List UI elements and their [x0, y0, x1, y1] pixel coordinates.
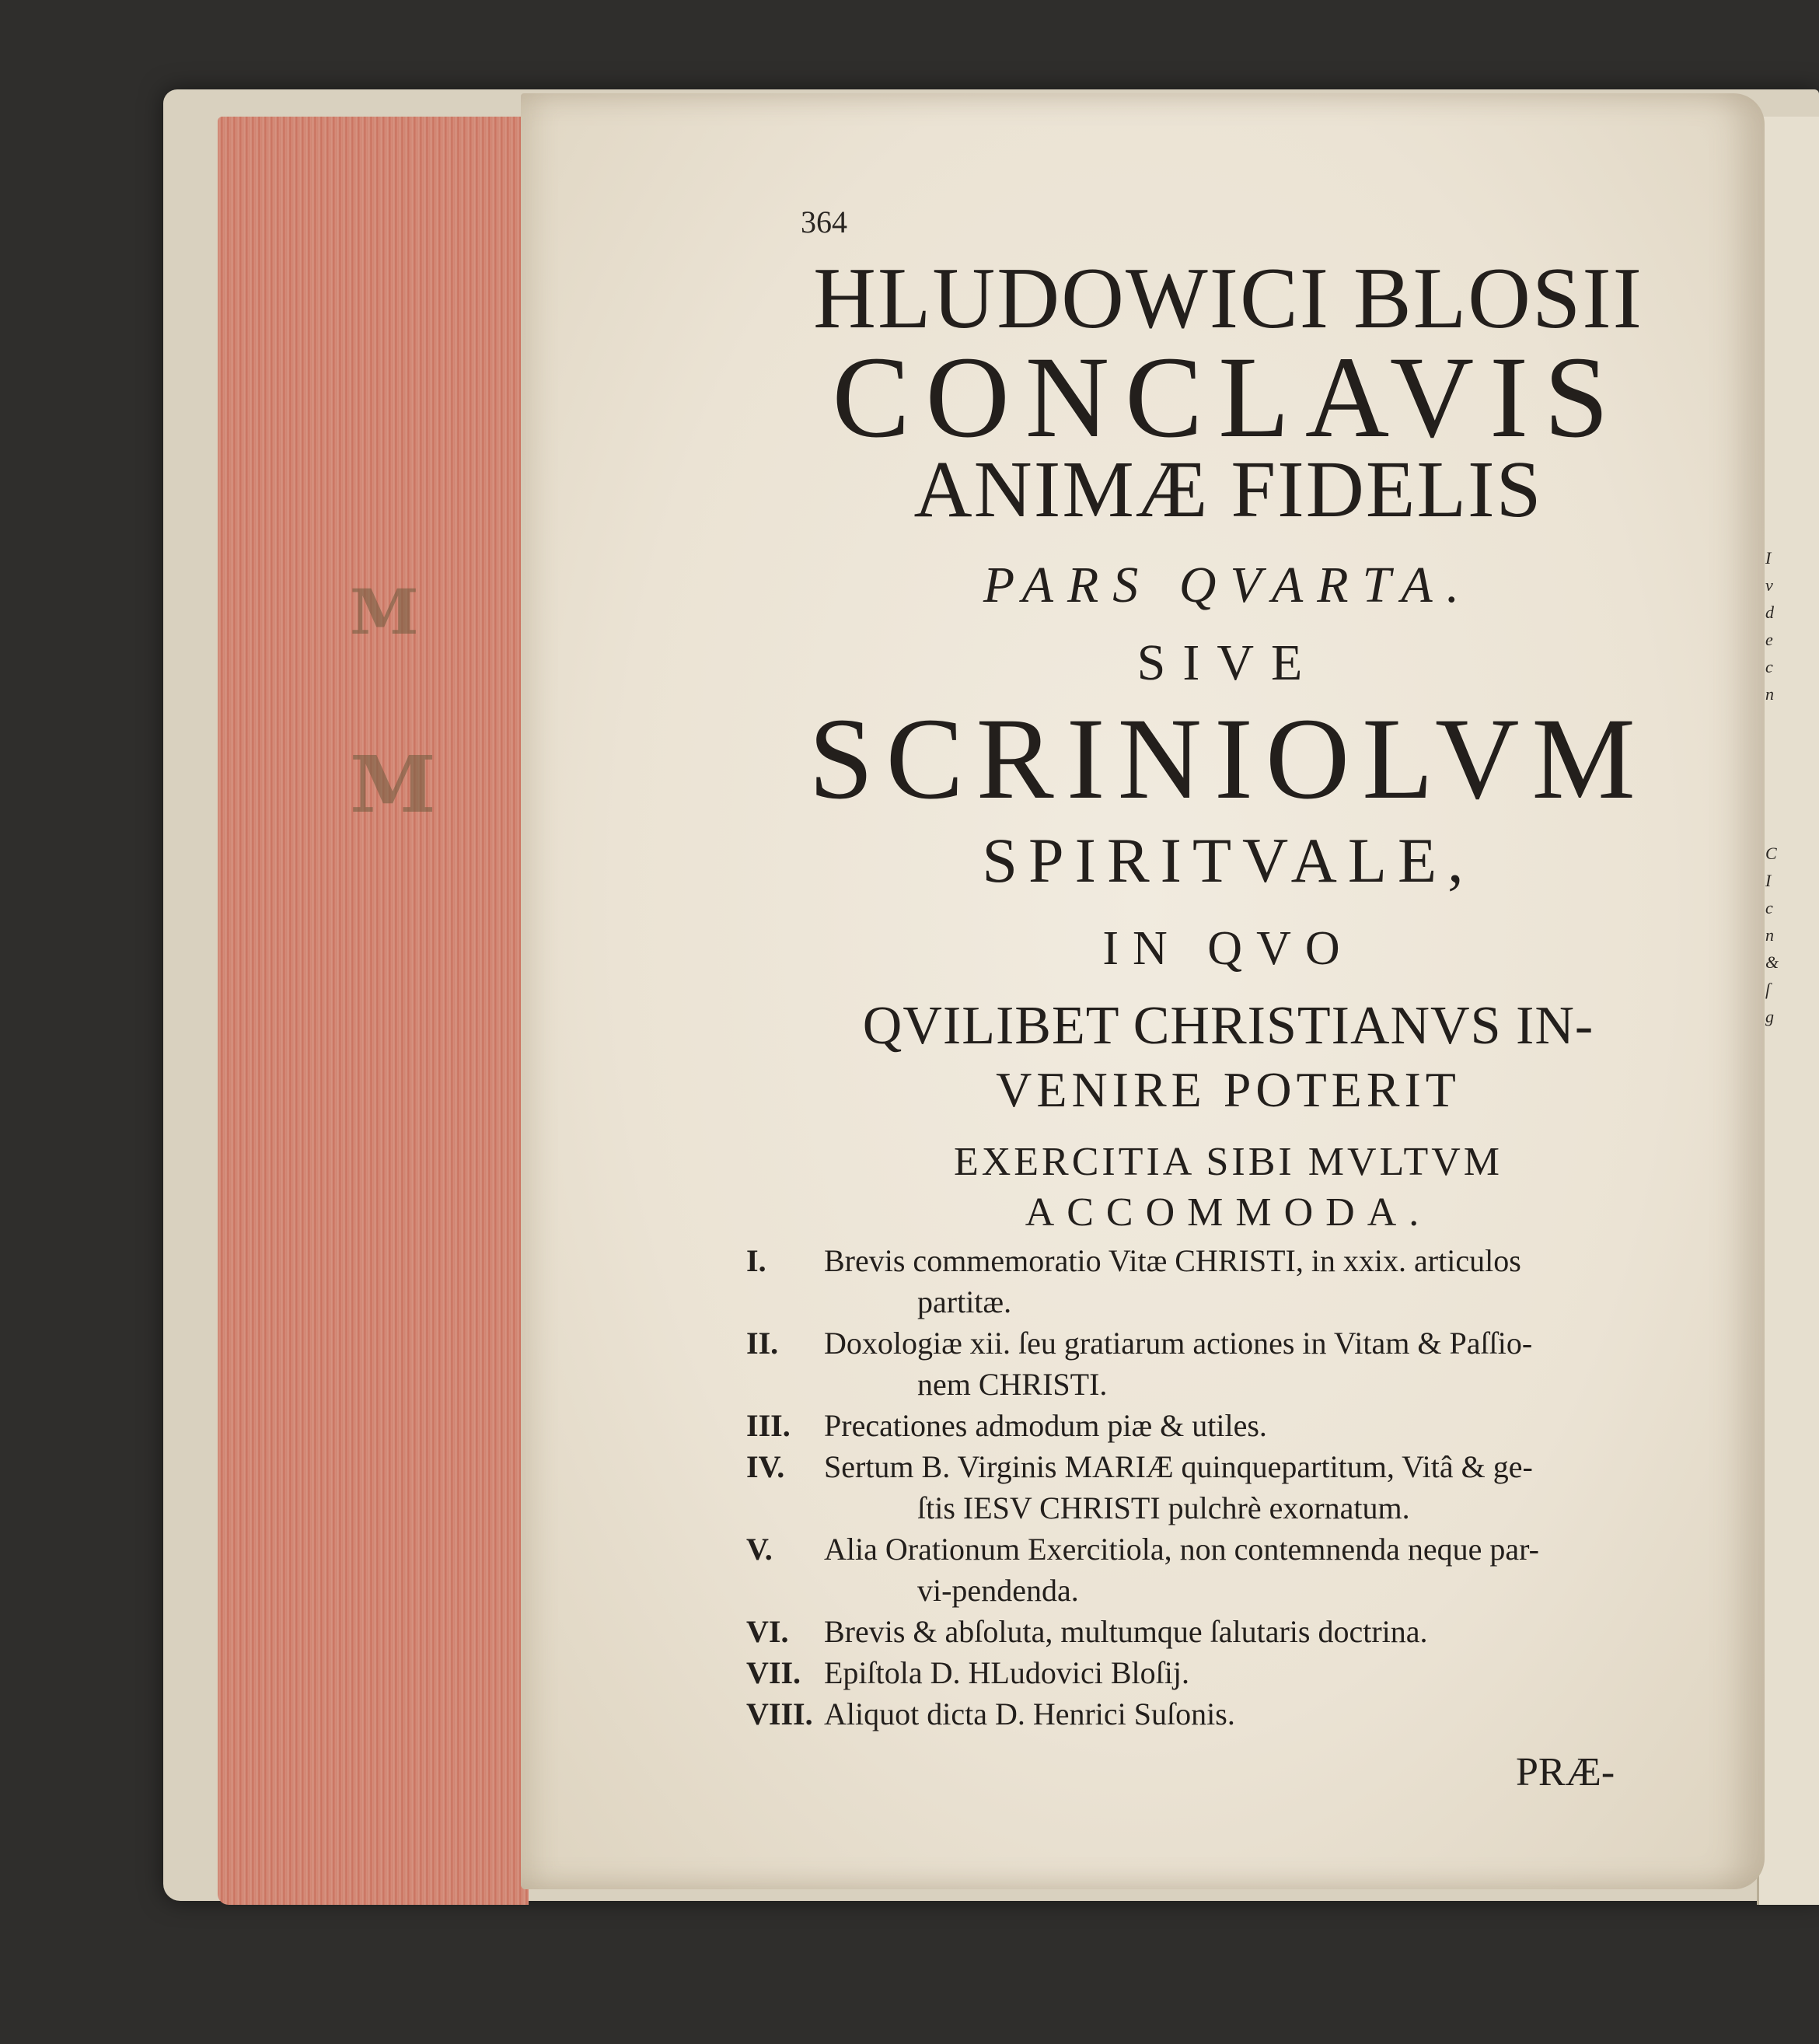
- spine-mark: M: [350, 739, 436, 830]
- contents-text: Brevis commemoratio Vitæ CHRISTI, in xxix. articulos: [824, 1243, 1521, 1278]
- contents-text: Epiſtola D. HLudovici Bloſij.: [824, 1655, 1189, 1690]
- contents-text: Sertum B. Virginis MARIÆ quinquepartitum, Vitâ & ge-: [824, 1449, 1533, 1484]
- contents-number: I.: [746, 1243, 766, 1278]
- contents-text: Doxologiæ xii. ſeu gratiarum actiones in Vitam & Paſſio-: [824, 1326, 1533, 1361]
- contents-continuation: ſtis IESV CHRISTI pulchrè exornatum.: [917, 1490, 1410, 1525]
- facing-page-fragment: v: [1765, 575, 1773, 595]
- facing-page-fragment: I: [1765, 871, 1772, 890]
- contents-text: Precationes admodum piæ & utiles.: [824, 1408, 1267, 1443]
- contents-item: [746, 1611, 1726, 1652]
- contents-number: III.: [746, 1408, 791, 1443]
- facing-page-fragment: g: [1765, 1007, 1774, 1026]
- facing-page-fragment: C: [1765, 844, 1777, 863]
- title-line: IN QVO: [1102, 922, 1354, 975]
- contents-number: VI.: [746, 1614, 789, 1649]
- contents-item: [746, 1240, 1726, 1322]
- facing-page-fragment: &: [1765, 952, 1779, 972]
- facing-page-fragment: d: [1765, 603, 1774, 622]
- contents-continuation: nem CHRISTI.: [917, 1367, 1108, 1402]
- contents-list: [746, 1240, 1726, 1735]
- contents-number: V.: [746, 1532, 773, 1567]
- contents-text: Alia Orationum Exercitiola, non contemnenda neque par-: [824, 1532, 1539, 1567]
- facing-page-fragment: I: [1765, 548, 1772, 568]
- facing-page-fragment: e: [1765, 630, 1773, 649]
- facing-page-fragment: c: [1765, 657, 1773, 676]
- title-line: EXERCITIA SIBI MVLTVM: [953, 1140, 1503, 1184]
- contents-text: Brevis & abſoluta, multumque ſalutaris doctrina.: [824, 1614, 1428, 1649]
- contents-continuation: partitæ.: [917, 1284, 1012, 1319]
- contents-item: [746, 1446, 1726, 1529]
- contents-item: [746, 1652, 1726, 1693]
- title-line: ACCOMMODA.: [1025, 1190, 1432, 1235]
- title-line: SCRINIOLVM: [808, 694, 1648, 823]
- facing-page-fragment: c: [1765, 898, 1773, 917]
- contents-item: [746, 1529, 1726, 1611]
- contents-continuation: vi-pendenda.: [917, 1573, 1079, 1608]
- contents-number: II.: [746, 1326, 779, 1361]
- facing-page-fragment: n: [1765, 684, 1774, 704]
- title-line: HLUDOWICI BLOSII: [813, 250, 1643, 347]
- title-line: SPIRITVALE,: [982, 825, 1475, 896]
- title-line: ANIMÆ FIDELIS: [913, 445, 1543, 534]
- contents-number: VII.: [746, 1655, 801, 1690]
- contents-item: [746, 1322, 1726, 1405]
- title-line: QVILIBET CHRISTIANVS IN-: [862, 996, 1594, 1056]
- contents-item: [746, 1693, 1726, 1735]
- page-number: 364: [801, 204, 847, 239]
- title-line: CONCLAVIS: [832, 333, 1625, 462]
- contents-item: [746, 1405, 1726, 1446]
- page-edges: [218, 117, 529, 1905]
- contents-text: Aliquot dicta D. Henrici Suſonis.: [824, 1696, 1235, 1731]
- spine-mark: M: [350, 575, 419, 648]
- facing-page-fragment: ſ: [1765, 980, 1771, 999]
- title-line: PARS QVARTA.: [983, 557, 1474, 613]
- contents-number: IV.: [746, 1449, 785, 1484]
- facing-page-fragment: n: [1765, 925, 1774, 945]
- title-line: VENIRE POTERIT: [996, 1062, 1461, 1117]
- facing-page-edge: [1757, 117, 1819, 1905]
- title-line: SIVE: [1136, 634, 1320, 691]
- contents-number: VIII.: [746, 1696, 813, 1731]
- catchword: PRÆ-: [1516, 1750, 1615, 1794]
